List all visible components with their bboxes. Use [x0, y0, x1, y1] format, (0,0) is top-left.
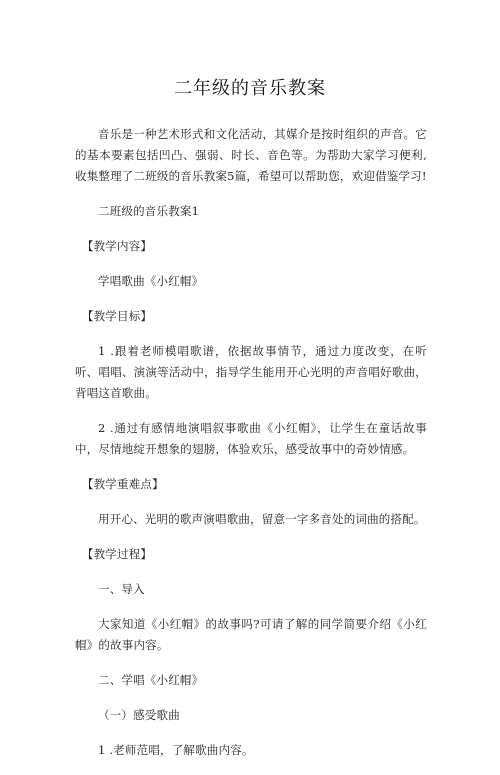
content-text: 学唱歌曲《小红帽》 [98, 274, 204, 288]
process-heading: 【教学过程】 [81, 547, 153, 561]
key-text: 用开心、光明的歌声演唱歌曲，留意一字多音处的词曲的搭配。 [98, 512, 426, 526]
goals-heading: 【教学目标】 [81, 309, 153, 323]
step-2-item-1: 1 .老师范唱，了解歌曲内容。 [98, 743, 254, 757]
step-2-heading: 二、学唱《小红帽》 [98, 673, 204, 687]
step-1-heading: 一、导入 [98, 582, 145, 596]
content-heading: 【教学内容】 [81, 239, 153, 253]
section-title: 二班级的音乐教案1 [98, 204, 200, 218]
document-title: 二年级的音乐教案 [174, 78, 326, 99]
document-body [75, 124, 427, 775]
key-heading: 【教学重难点】 [81, 477, 164, 491]
goal-item-1: 1 .跟着老师模唱歌谱，依据故事情节，通过力度改变，在听听、唱唱、演演等活动中，指导学生能用开心光明的声音唱好歌曲，背唱这首歌曲。 [75, 344, 427, 400]
intro-paragraph: 音乐是一种艺术形式和文化活动，其媒介是按时组织的声音。它的基本要素包括凹凸、强弱、时长、音色等。为帮助大家学习便利,收集整理了二班级的音乐教案5篇，希望可以帮助您，欢迎借鉴学习! [75, 127, 427, 183]
step-2-sub-heading: （一）感受歌曲 [98, 708, 180, 722]
goal-item-2: 2 .通过有感情地演唱叙事歌曲《小红帽》，让学生在童话故事中，尽情地绽开想象的翅膀，体验欢乐，感受故事中的奇妙情感。 [75, 421, 427, 456]
step-1-text: 大家知道《小红帽》的故事吗?可请了解的同学简要介绍《小红帽》的故事内容。 [75, 617, 427, 652]
